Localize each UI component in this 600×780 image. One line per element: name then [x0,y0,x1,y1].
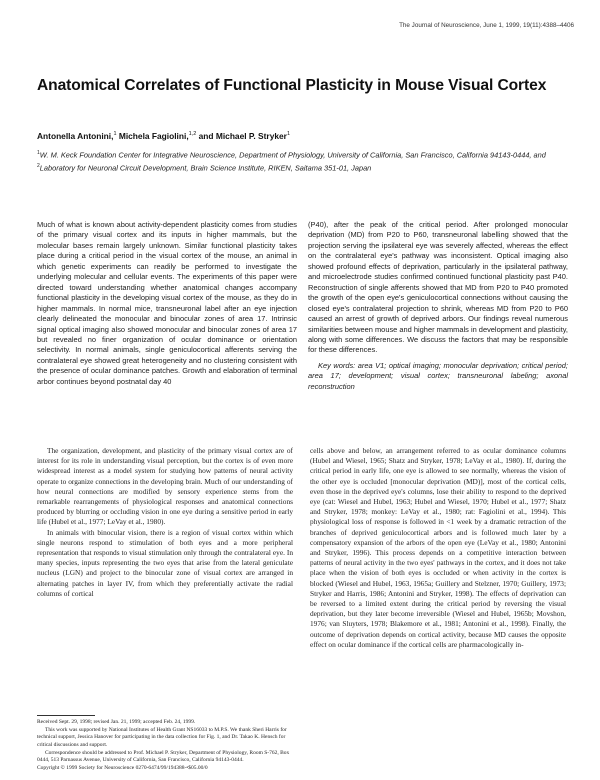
footnote-divider [37,715,95,716]
body-paragraph: The organization, development, and plasticity of the primary visual cortex are of interest for its role in understanding visual perception, but the cortex is of even more widespread interest as a model system for studying how patterns of neural activity operate to organize connections in the developing brain. Much of our understanding of how neural connections are modified by sensory experience stems from the remarkable rearrangements of physiological responses and anatomical connections produced by blurring or occluding vision in one eye during a sensitive period in early life (Hubel et al., 1977; LeVay et al., 1980). [37,446,293,527]
author-list [37,131,290,141]
footnote-copyright: Copyright © 1999 Society for Neuroscience 0270-6474/99/194388-•$05.00/0 [37,765,208,772]
body-paragraph: In animals with binocular vision, there is a region of visual cortex within which single neurons respond to stimulation of both eyes and a more peripheral representation that responds to visual stimulation only through the contralateral eye. In many species, inputs representing the two eyes that arise from the lateral geniculate nucleus (LGN) and project to the binocular zone of visual cortex are arranged in alternating patches in layer IV, from which they preferentially activate the radial columns of cortical [37,527,293,598]
keywords: Key words: area V1; optical imaging; monocular deprivation; critical period; area 17; development; visual cortex; transneuronal labeling; axonal reconstruction [308,360,568,391]
affiliation-marker: 1 [37,150,40,156]
author-affiliation-marker: 1 [286,131,290,138]
footnote-funding: This work was supported by National Institutes of Health Grant NS16033 to M.P.S. We thank Sheri Harris for technical support, Jessica Hanover for participating in the data collection for Fig. 1, and Dr. Takao K. Hensch for critical discussions and support. [37,727,287,748]
footnotes [37,719,293,774]
author-affiliation-marker: 1 [113,131,117,138]
body-left-column [37,446,293,599]
abstract-text: Much of what is known about activity-dependent plasticity comes from studies of the primary visual cortex and its inputs in higher mammals, but the molecular bases remain largely unknown. Similar functional plasticity takes place during a critical period in the visual cortex of the mouse, an animal in which genetic experiments can readily be performed to investigate the underlying molecular and cellular events. The experiments of this paper were directed toward understanding whether anatomical changes accompany functional plasticity in the developing visual cortex of the mouse, as they do in higher mammals. In normal mice, transneuronal label after an eye injection clearly delineated the monocular and binocular zones of area 17. Intrinsic signal optical imaging also showed monocular and binocular zones of area 17 but revealed no finer organization of ocular dominance or orientation selectivity. In normal animals, single geniculocortical afferents serving the contralateral eye showed great heterogeneity and no clustering consistent with the presence of ocular dominance patches. Growth and elaboration of terminal arbor continues beyond postnatal day 40 [37,220,297,386]
affiliation-marker: 2 [37,162,40,169]
body-right-column [310,446,566,650]
author-affiliation-marker: 1,2 [188,131,197,138]
author-name: Michela Fagiolini, [118,131,189,141]
abstract-text: (P40), after the peak of the critical period. After prolonged monocular deprivation (MD) from P20 to P60, transneuronal labelling showed that the projection serving the ipsilateral eye was severely affected, whereas the effect on the contralateral eye's pathway was inconsistent. Optical imaging also showed profound effects of deprivation, particularly in the ipsilateral pathway, and microelectrode studies confirmed continued functional plasticity past P40. Reconstruction of single afferents showed that MD from P20 to P40 promoted the growth of the open eye's geniculocortical connections without causing the closed eye's contralateral projection to shrink, whereas MD from P20 to P60 caused an arrest of growth of deprived arbors. Our findings reveal numerous similarities between mouse and higher mammals in development and plasticity, along with some differences. We discuss the factors that may be responsible for these differences. [308,220,568,355]
affiliations [37,148,567,173]
abstract-left-column [37,220,297,387]
footnote-received: Received Sept. 29, 1998; revised Jan. 21, 1999; accepted Feb. 24, 1999. [37,719,196,725]
abstract-right-column [308,220,568,392]
article-title: Anatomical Correlates of Functional Plasticity in Mouse Visual Cortex [37,77,547,94]
affiliation-text: W. M. Keck Foundation Center for Integrative Neuroscience, Department of Physiology, University of California, San Francisco, California 94143-0444, and [39,150,546,160]
footnote-correspondence: Correspondence should be addressed to Prof. Michael P. Stryker, Department of Physiology, Room S-762, Box 0444, 513 Parnassus Avenue, University of California, San Francisco, California 94143-0444. [37,749,290,764]
author-name: Antonella Antonini, [37,131,114,141]
affiliation-text: Laboratory for Neuronal Circuit Development, Brain Science Institute, RIKEN, Saitama 351-01, Japan [39,163,372,173]
body-paragraph: cells above and below, an arrangement referred to as ocular dominance columns (Hubel and Wiesel, 1965; Shatz and Stryker, 1978; LeVay et al., 1980). If, during the critical period in early life, one eye is allowed to see normally, whereas the vision of the other eye is occluded [monocular deprivation (MD)], most of the cortical cells, even those in the deprived eye's columns, lose their ability to respond to the deprived eye (cat: Wiesel and Hubel, 1963; Hubel and Wiesel, 1970; Hubel et al., 1977; Shatz and Stryker, 1978; monkey: LeVay et al., 1980; rat: Fagiolini et al., 1994). This physiological loss of response is followed in <1 week by a dramatic retraction of the branches of deprived geniculocortical arbors and is followed much later by a compensatory expansion of the arbors of the open eye (LeVay et al., 1980; Antonini and Stryker, 1996). This process depends on a competitive interaction between patterns of neural activity in the two eyes' pathways in the cortex, and it does not take place when the vision of both eyes is occluded or when activity in the cortex is blocked (Wiesel and Hubel, 1963, 1965a; Guillery and Stelzner, 1970; Guillery, 1973; Stryker and Harris, 1986; Antonini and Stryker, 1998). The effects of deprivation can be reversed to a limited extent during the critical period by reversing the visual deprivation, but they later become irreversible (Wiesel and Hubel, 1965b; Movshon, 1976; van Sluyters, 1978; Blakemore et al., 1981; Antonini et al., 1998). Finally, the outcome of deprivation depends on cortical activity, because MD causes the opposite effect on ocular dominance if the cortical cells are pharmacologically in- [310,446,566,649]
author-name: and Michael P. Stryker [198,131,287,141]
running-head: The Journal of Neuroscience, June 1, 1999, 19(11):4388–4406 [399,22,574,29]
